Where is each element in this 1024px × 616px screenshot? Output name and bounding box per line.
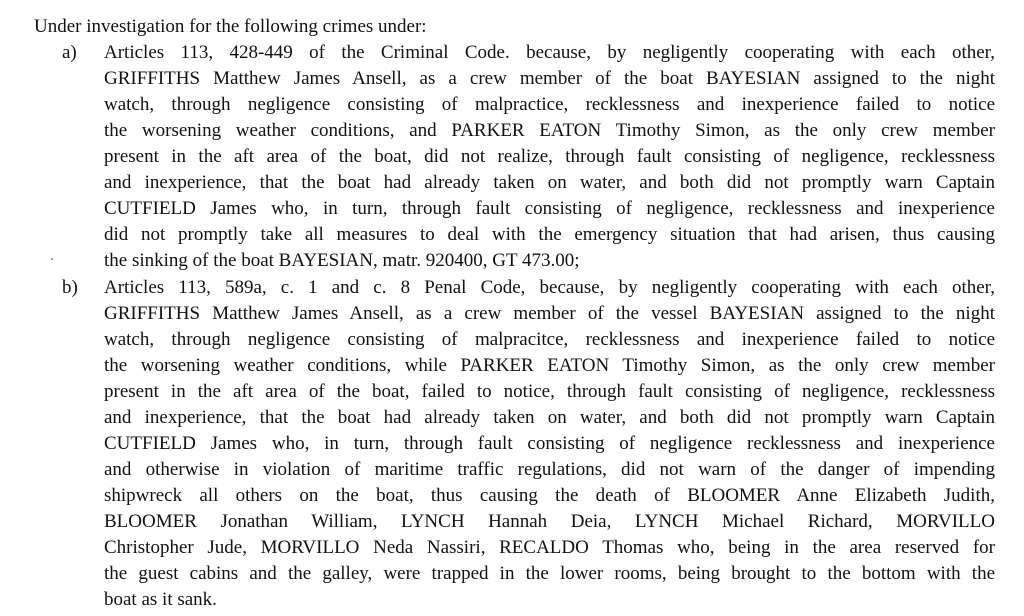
item-a-line: CUTFIELD James who, in turn, through fault consisting of negligence, recklessness and inexperience [104,198,995,219]
item-b-line: watch, through negligence consisting of malpracitce, recklessness and inexperience failed to notice [104,329,995,350]
item-b-line: the guest cabins and the galley, were trapped in the lower rooms, being brought to the bottom with the [104,563,995,584]
item-b-line: Articles 113, 589a, c. 1 and c. 8 Penal Code, because, by negligently cooperating with each other, [104,277,995,298]
document-heading: Under investigation for the following crimes under: [34,16,427,37]
item-b-line: BLOOMER Jonathan William, LYNCH Hannah Deia, LYNCH Michael Richard, MORVILLO [104,511,995,532]
item-a-line: and inexperience, that the boat had already taken on water, and both did not promptly warn Captain [104,172,995,193]
item-b-line: and otherwise in violation of maritime traffic regulations, did not warn of the danger of impending [104,459,995,480]
item-a-line: did not promptly take all measures to deal with the emergency situation that had arisen, thus causing [104,224,995,245]
item-b-line: present in the aft area of the boat, failed to notice, through fault consisting of negligence, recklessness [104,381,995,402]
item-b-line: GRIFFITHS Matthew James Ansell, as a crew member of the vessel BAYESIAN assigned to the night [104,303,995,324]
item-a-line: GRIFFITHS Matthew James Ansell, as a crew member of the boat BAYESIAN assigned to the night [104,68,995,89]
item-b-line: shipwreck all others on the boat, thus causing the death of BLOOMER Anne Elizabeth Judith, [104,485,995,506]
item-a-line: the worsening weather conditions, and PARKER EATON Timothy Simon, as the only crew member [104,120,995,141]
item-b-marker: b) [62,277,78,298]
item-b-line: and inexperience, that the boat had already taken on water, and both did not promptly warn Captain [104,407,995,428]
item-a-marker: a) [62,42,77,63]
scan-speck [51,258,53,260]
item-b-line: boat as it sank. [104,589,217,610]
item-a-line: Articles 113, 428-449 of the Criminal Code. because, by negligently cooperating with each other, [104,42,995,63]
item-a-line: present in the aft area of the boat, did not realize, through fault consisting of negligence, recklessness [104,146,995,167]
item-b-line: Christopher Jude, MORVILLO Neda Nassiri, RECALDO Thomas who, being in the area reserved for [104,537,995,558]
item-a-line: the sinking of the boat BAYESIAN, matr. 920400, GT 473.00; [104,250,580,271]
item-b-line: CUTFIELD James who, in turn, through fault consisting of negligence recklessness and inexperience [104,433,995,454]
item-b-line: the worsening weather conditions, while PARKER EATON Timothy Simon, as the only crew member [104,355,995,376]
item-a-line: watch, through negligence consisting of malpractice, recklessness and inexperience failed to notice [104,94,995,115]
